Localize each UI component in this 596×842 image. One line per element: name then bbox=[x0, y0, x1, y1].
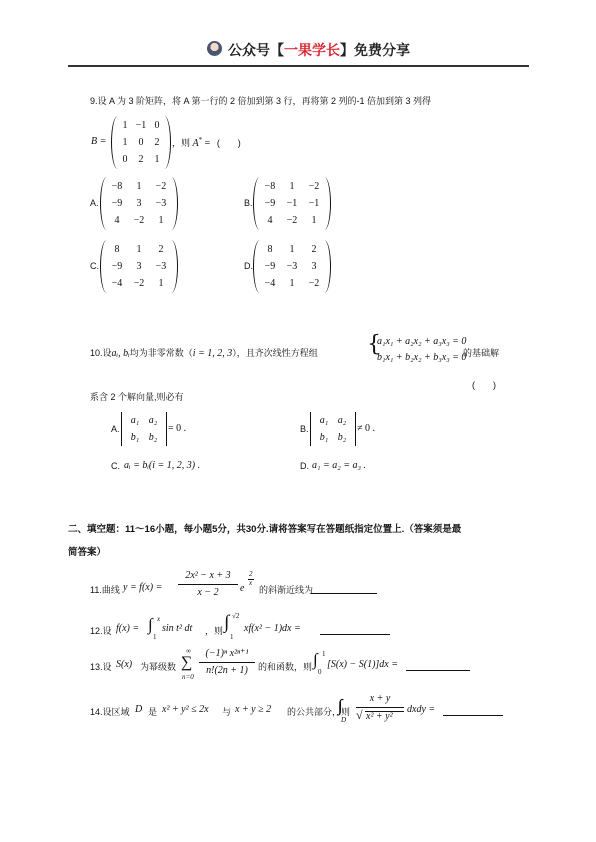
matrix-cell: b₂ bbox=[337, 432, 347, 443]
q11-denominator: x − 2 bbox=[197, 587, 219, 598]
matrix-cell: 8 bbox=[267, 244, 273, 255]
q12-integral-icon: ∫ bbox=[148, 615, 153, 634]
matrix-cell: 2 bbox=[158, 244, 164, 255]
q12-label: 12.设 bbox=[90, 626, 112, 636]
q13-integrand: [S(x) − S(1)]dx = bbox=[327, 659, 398, 670]
q11-e: e bbox=[240, 583, 245, 594]
q12-integrand: sin t² dt bbox=[162, 623, 193, 634]
q9-star: * bbox=[198, 136, 203, 144]
matrix-cell: −2 bbox=[308, 278, 320, 289]
q14-sqrt-icon: √ bbox=[356, 708, 363, 722]
matrix-cell: 1 bbox=[289, 244, 295, 255]
q9-option-b-matrix bbox=[253, 177, 331, 230]
q14-denominator: x² + y² bbox=[366, 711, 393, 722]
q9-answer-paren: ( ) bbox=[216, 138, 241, 148]
q9-then: ，则 bbox=[172, 138, 191, 148]
matrix-cell: −8 bbox=[264, 181, 276, 192]
matrix-cell: a₂ bbox=[337, 415, 347, 426]
q14-tail: dxdy = bbox=[407, 704, 436, 715]
q9-option-c-matrix bbox=[100, 240, 178, 293]
matrix-cell: −3 bbox=[155, 198, 167, 209]
q10-stem-c: ），且齐次线性方程组 bbox=[232, 348, 318, 358]
q14-answer-blank[interactable] bbox=[443, 706, 503, 716]
matrix-cell: 2 bbox=[138, 154, 144, 165]
matrix-cell: a₁ bbox=[130, 415, 140, 426]
q10-option-c-label: C. bbox=[111, 461, 120, 471]
matrix-cell: 3 bbox=[136, 198, 142, 209]
matrix-cell: −8 bbox=[111, 181, 123, 192]
q9-option-b-label: B. bbox=[244, 198, 253, 208]
matrix-cell: 4 bbox=[267, 215, 273, 226]
q10-stem bbox=[90, 346, 318, 359]
matrix-cell: 2 bbox=[154, 137, 160, 148]
q9-option-a-label: A. bbox=[90, 198, 99, 208]
matrix-cell: 1 bbox=[158, 215, 164, 226]
q10-answer-paren: ( ) bbox=[472, 380, 496, 390]
matrix-cell: 1 bbox=[289, 181, 295, 192]
q10-option-d-text: a₁ = a₂ = a₃ . bbox=[312, 460, 366, 471]
q13-fraction-bar bbox=[199, 662, 255, 663]
q10-eq2: b₁x₁ + b₂x₂ + b₃x₃ = 0 bbox=[377, 352, 467, 363]
q11-tail: 的斜渐近线为 bbox=[259, 585, 314, 595]
q9-stem: 9.设 A 为 3 阶矩阵，将 A 第一行的 2 倍加到第 3 行，再将第 2 列的-1 倍加到第 3 列得 bbox=[90, 96, 432, 106]
matrix-cell: −2 bbox=[308, 181, 320, 192]
q12-integrand2: xf(x² − 1)dx = bbox=[244, 623, 301, 634]
q10-option-a-label: A. bbox=[111, 424, 120, 434]
q9-astar: A bbox=[192, 138, 199, 149]
q10-eq1: a₁x₁ + a₂x₂ + a₃x₃ = 0 bbox=[377, 336, 467, 347]
q14-and: 与 bbox=[222, 707, 232, 717]
matrix-cell: −4 bbox=[264, 278, 276, 289]
q9-option-d-matrix bbox=[253, 240, 331, 293]
q13-int-upper: 1 bbox=[322, 650, 326, 658]
q13-answer-blank[interactable] bbox=[406, 661, 470, 671]
matrix-cell: −2 bbox=[133, 215, 145, 226]
matrix-cell: 1 bbox=[311, 215, 317, 226]
matrix-cell: 1 bbox=[158, 278, 164, 289]
q11-answer-blank[interactable] bbox=[311, 584, 377, 594]
q12-lhs: f(x) = bbox=[116, 623, 140, 634]
matrix-cell: b₂ bbox=[148, 432, 158, 443]
q13-integral-icon: ∫ bbox=[313, 650, 318, 669]
matrix-cell: −2 bbox=[286, 215, 298, 226]
q11-fraction-bar bbox=[178, 584, 238, 585]
q14-numerator: x + y bbox=[369, 693, 391, 704]
matrix-cell: 1 bbox=[154, 154, 160, 165]
q13-series-text: 为幂级数 bbox=[140, 662, 177, 672]
brand-name: 一果学长 bbox=[284, 42, 340, 58]
q13-label: 13.设 bbox=[90, 662, 112, 672]
q9-option-d-label: D. bbox=[244, 261, 253, 271]
matrix-cell: 1 bbox=[136, 181, 142, 192]
q12-integral2-icon: ∫ bbox=[224, 612, 230, 633]
q10-option-b-label: B. bbox=[300, 424, 309, 434]
q10-range: i = 1, 2, 3 bbox=[192, 348, 233, 359]
q11-exp-num: 2 bbox=[249, 570, 253, 578]
matrix-cell: 3 bbox=[136, 261, 142, 272]
matrix-cell: a₂ bbox=[148, 415, 158, 426]
matrix-cell: −1 bbox=[135, 120, 147, 131]
q13-int-lower: 0 bbox=[318, 668, 322, 676]
matrix-cell: −2 bbox=[155, 181, 167, 192]
q10-option-c-text: aᵢ = bᵢ(i = 1, 2, 3) . bbox=[124, 460, 201, 471]
brand-bracket: 【 bbox=[270, 42, 284, 58]
matrix-cell: b₁ bbox=[130, 432, 140, 443]
q14-then: 的公共部分，则 bbox=[287, 707, 351, 717]
q14-region1: x² + y² ≤ 2x bbox=[162, 704, 209, 715]
matrix-cell: 8 bbox=[114, 244, 120, 255]
q10-vars: aᵢ, bᵢ bbox=[111, 348, 130, 359]
q12-int-upper: x bbox=[157, 615, 161, 623]
matrix-cell: a₁ bbox=[319, 415, 329, 426]
q10-stem-a: 10.设 bbox=[90, 348, 112, 358]
section2-heading-cont: 简答案） bbox=[68, 547, 107, 558]
q10-option-b-rel: ≠ 0 . bbox=[357, 423, 375, 434]
q13-numerator: (−1)ⁿ x²ⁿ⁺¹ bbox=[205, 648, 249, 659]
q9-b-matrix bbox=[111, 116, 171, 169]
matrix-cell: 1 bbox=[122, 120, 128, 131]
section2-heading: 二、填空题：11～16小题，每小题5分，共30分.请将答案写在答题纸指定位置上.（答案须是最 bbox=[68, 524, 462, 535]
matrix-cell: 0 bbox=[138, 137, 144, 148]
q10-stem-e: 系含 2 个解向量,则必有 bbox=[90, 392, 184, 402]
q11-lhs: y = f(x) = bbox=[123, 582, 163, 593]
matrix-cell: −9 bbox=[111, 261, 123, 272]
q13-s: S(x) bbox=[116, 659, 133, 670]
matrix-cell: 4 bbox=[114, 215, 120, 226]
q14-domain: D bbox=[135, 704, 143, 715]
q11-label: 11.曲线 bbox=[90, 585, 120, 595]
matrix-cell: −9 bbox=[111, 198, 123, 209]
matrix-cell: 1 bbox=[289, 278, 295, 289]
q14-label: 14.设区域 bbox=[90, 707, 130, 717]
matrix-cell: 1 bbox=[136, 244, 142, 255]
q13-then: 的和函数，则 bbox=[258, 662, 313, 672]
q9-eq: = bbox=[204, 138, 211, 149]
matrix-cell: 0 bbox=[122, 154, 128, 165]
q9-option-a-matrix bbox=[100, 177, 178, 230]
matrix-cell: 1 bbox=[122, 137, 128, 148]
brand-text: 公众号 bbox=[228, 42, 270, 58]
matrix-cell: −4 bbox=[111, 278, 123, 289]
q10-option-d-label: D. bbox=[300, 461, 309, 471]
matrix-cell: −9 bbox=[264, 198, 276, 209]
q9-b-label: B = bbox=[91, 136, 107, 147]
matrix-cell: 3 bbox=[311, 261, 317, 272]
q9-option-c-label: C. bbox=[90, 261, 99, 271]
q12-int-lower: 1 bbox=[153, 633, 157, 641]
header-title bbox=[228, 40, 410, 60]
matrix-cell: −1 bbox=[286, 198, 298, 209]
matrix-cell: −3 bbox=[286, 261, 298, 272]
q11-exp-den: x bbox=[249, 579, 253, 587]
q12-int2-upper: √2 bbox=[232, 612, 240, 620]
q12-answer-blank[interactable] bbox=[320, 625, 390, 635]
q12-then: ，则 bbox=[205, 626, 224, 636]
matrix-cell: −2 bbox=[133, 278, 145, 289]
brand-tail: 】免费分享 bbox=[340, 42, 410, 58]
q11-numerator: 2x² − x + 3 bbox=[185, 570, 231, 581]
q10-stem-d: 的基础解 bbox=[463, 348, 500, 358]
q14-region2: x + y ≥ 2 bbox=[235, 704, 272, 715]
matrix-cell: b₁ bbox=[319, 432, 329, 443]
avatar-logo-icon bbox=[207, 41, 222, 56]
q10-option-a-rel: = 0 . bbox=[168, 423, 187, 434]
matrix-cell: 0 bbox=[154, 120, 160, 131]
matrix-cell: −9 bbox=[264, 261, 276, 272]
header-divider bbox=[68, 65, 529, 67]
q14-is: 是 bbox=[148, 707, 158, 717]
q9-then-text bbox=[172, 136, 241, 149]
q13-sum-icon: ∑ bbox=[181, 654, 193, 671]
q14-fraction-bar bbox=[356, 707, 404, 708]
q14-int-domain: D bbox=[341, 716, 347, 724]
q13-sum-upper: ∞ bbox=[186, 647, 191, 655]
matrix-cell: −3 bbox=[155, 261, 167, 272]
q10-option-a-det bbox=[121, 412, 167, 446]
q13-denominator: n!(2n + 1) bbox=[206, 665, 248, 676]
q12-int2-lower: 1 bbox=[230, 633, 234, 641]
q13-sum-lower: n=0 bbox=[182, 673, 194, 681]
q10-option-b-det bbox=[310, 412, 356, 446]
matrix-cell: −1 bbox=[308, 198, 320, 209]
matrix-cell: 2 bbox=[311, 244, 317, 255]
q10-system-brace: { bbox=[367, 332, 381, 357]
q10-stem-b: 均为非零常数（ bbox=[129, 348, 193, 358]
